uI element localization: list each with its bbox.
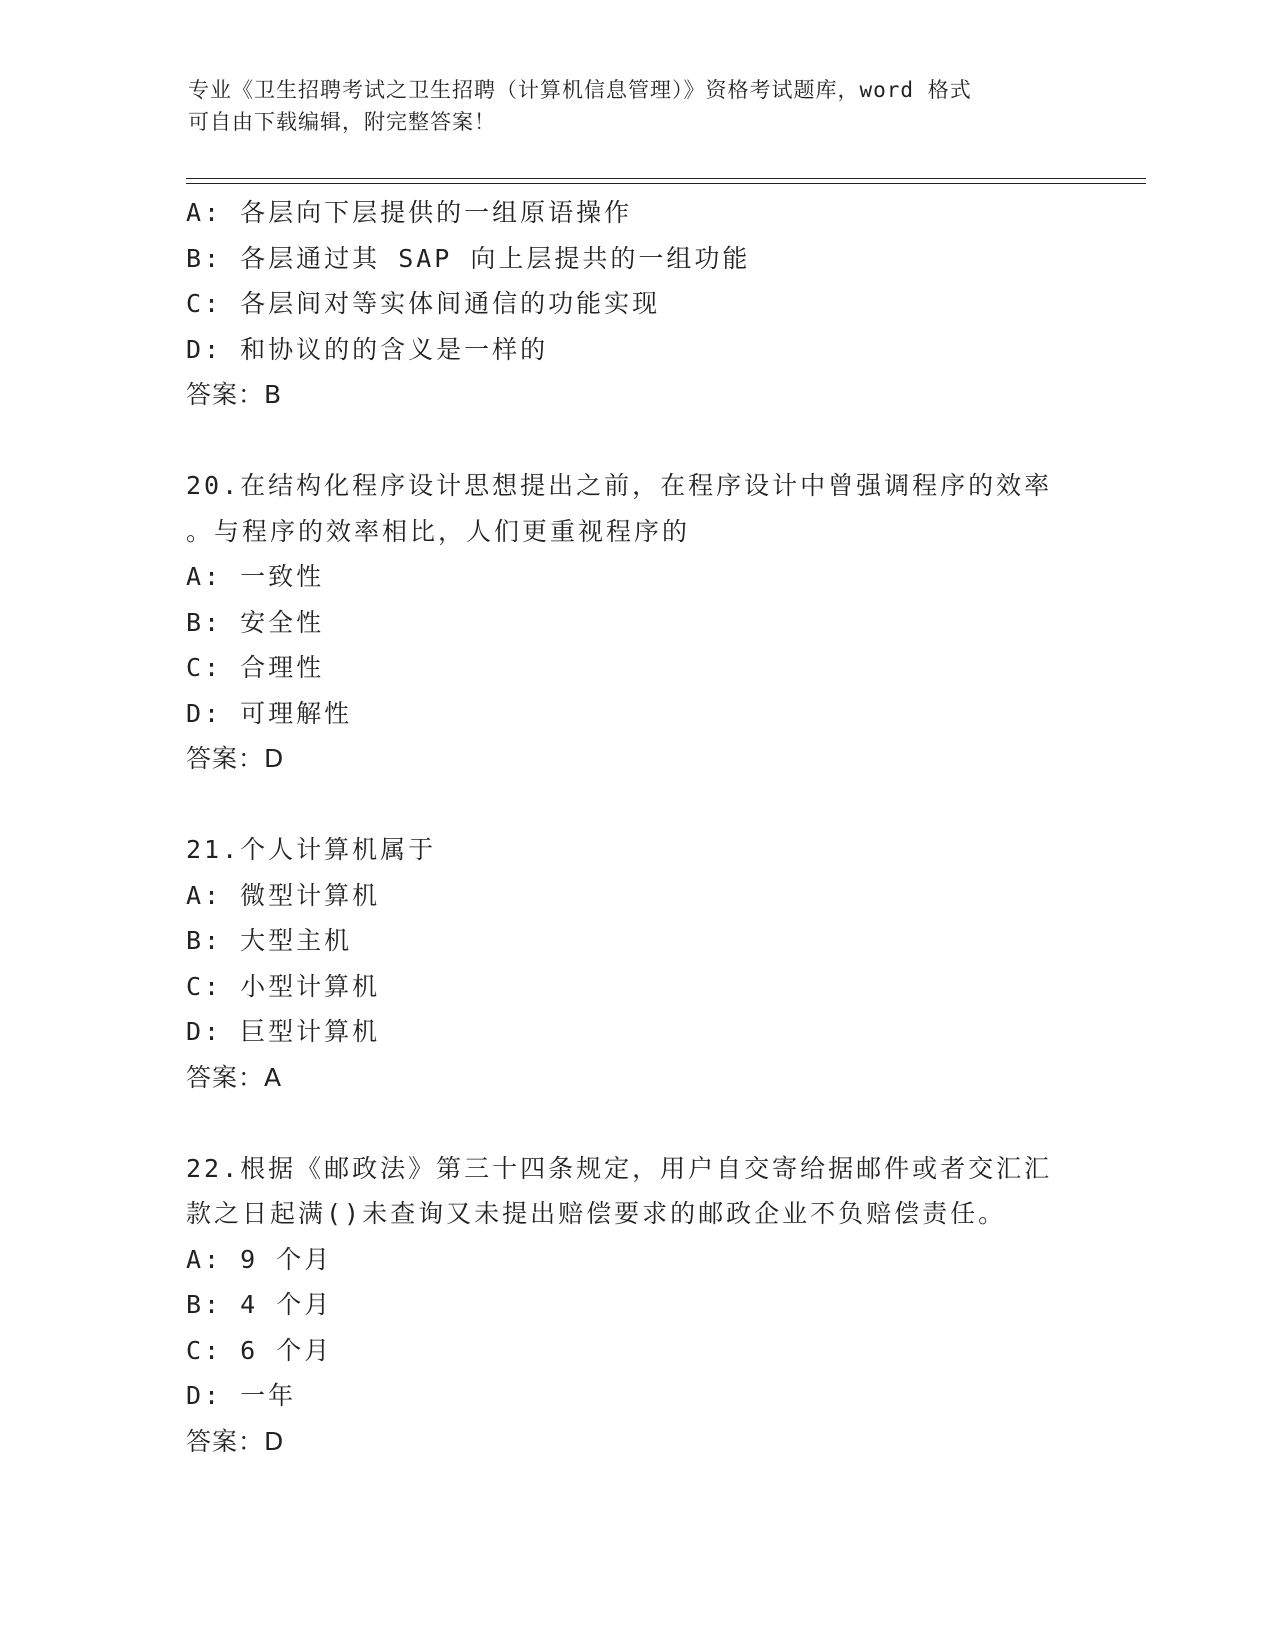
- header-line-1: 专业《卫生招聘考试之卫生招聘（计算机信息管理）》资格考试题库，word 格式: [188, 78, 972, 102]
- answer-line: 答案：B: [186, 380, 283, 409]
- option-d: D: 巨型计算机: [186, 1017, 381, 1046]
- question-block: [186, 190, 1146, 418]
- option-b: B: 大型主机: [186, 926, 353, 955]
- block-spacer: [186, 418, 1146, 464]
- block-spacer: [186, 1100, 1146, 1146]
- option-a: A: 微型计算机: [186, 880, 381, 910]
- option-d: D: 可理解性: [186, 698, 353, 728]
- option-a: A: 一致性: [186, 562, 325, 591]
- option-c: C: 各层间对等实体间通信的功能实现: [186, 289, 661, 318]
- option-b: B: 4 个月: [186, 1290, 333, 1319]
- question-block: [186, 827, 1146, 1100]
- answer-line: 答案：A: [186, 1062, 283, 1092]
- header-divider-top: [186, 178, 1146, 179]
- question-list: [186, 190, 1146, 1464]
- question-stem: 22.根据《邮政法》第三十四条规定，用户自交寄给据邮件或者交汇汇: [186, 1153, 1053, 1183]
- question-stem: 21.个人计算机属于: [186, 835, 437, 864]
- option-c: C: 6 个月: [186, 1335, 333, 1365]
- answer-line: 答案：D: [186, 744, 285, 773]
- answer-line: 答案：D: [186, 1426, 285, 1456]
- document-header: [188, 74, 1088, 138]
- header-divider-bottom: [186, 183, 1146, 184]
- option-c: C: 合理性: [186, 653, 325, 682]
- option-c: C: 小型计算机: [186, 971, 381, 1001]
- question-stem: 20.在结构化程序设计思想提出之前，在程序设计中曾强调程序的效率: [186, 471, 1053, 500]
- option-a: A: 各层向下层提供的一组原语操作: [186, 198, 633, 227]
- option-d: D: 一年: [186, 1381, 297, 1410]
- question-stem-continued: 款之日起满()未查询又未提出赔偿要求的邮政企业不负赔偿责任。: [186, 1199, 1007, 1228]
- option-a: A: 9 个月: [186, 1244, 333, 1274]
- block-spacer: [186, 782, 1146, 828]
- option-d: D: 和协议的的含义是一样的: [186, 334, 549, 364]
- option-b: B: 各层通过其 SAP 向上层提共的一组功能: [186, 243, 751, 273]
- header-line-2: 可自由下载编辑，附完整答案！: [188, 110, 496, 134]
- question-block: [186, 463, 1146, 782]
- question-block: [186, 1146, 1146, 1465]
- option-b: B: 安全性: [186, 607, 325, 637]
- question-stem-continued: 。与程序的效率相比，人们更重视程序的: [186, 516, 691, 546]
